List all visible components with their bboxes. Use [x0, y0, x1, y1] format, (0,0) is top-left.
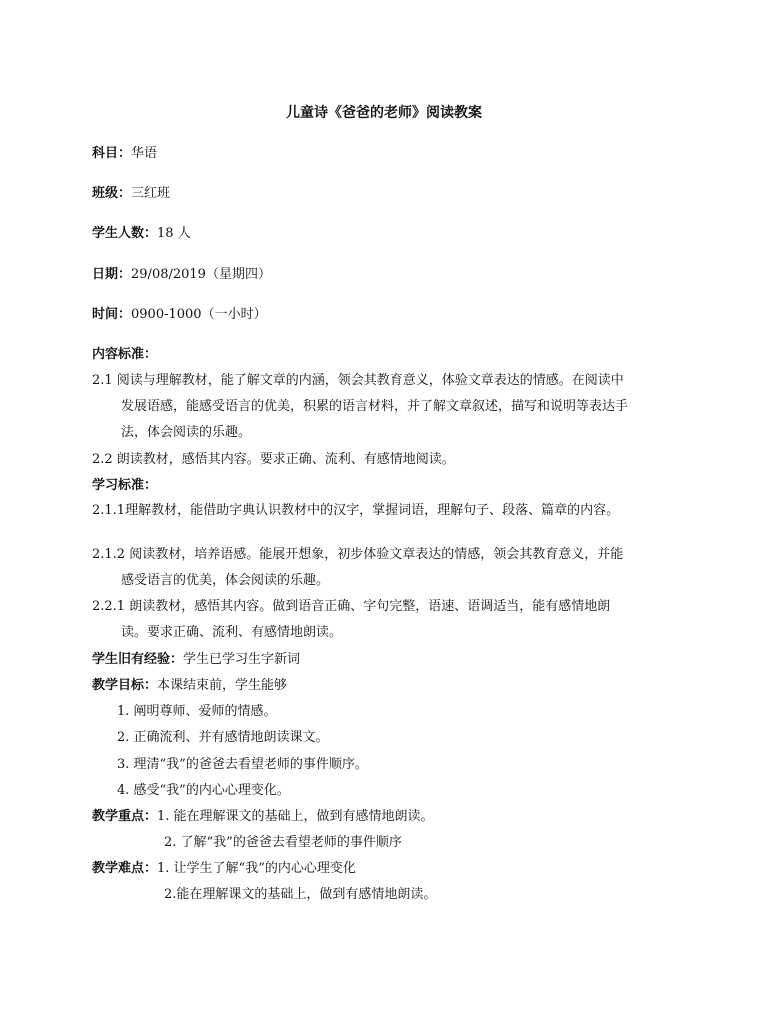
class-label: 班级：: [92, 186, 132, 201]
class-row: [92, 185, 170, 203]
key-points-item1: 1. 能在理解课文的基础上，做到有感情地朗读。: [157, 809, 434, 824]
subject-value: 华语: [131, 146, 158, 161]
difficulties-item2: 2.能在理解课文的基础上，做到有感情地朗读。: [164, 887, 437, 902]
key-points-item2: 2. 了解“我”的爸爸去看望老师的事件顺序: [164, 835, 402, 850]
students-label: 学生人数：: [92, 226, 158, 241]
time-value: 0900-1000（一小时）: [131, 307, 267, 322]
objectives-value: 本课结束前，学生能够: [157, 678, 288, 693]
difficulties-item1: 1. 让学生了解“我”的内心心理变化: [157, 861, 356, 876]
content-standard-heading: 内容标准：: [92, 347, 158, 362]
students-value: 18 人: [157, 226, 191, 241]
learning-standard-heading: 学习标准：: [92, 478, 158, 493]
date-value: 29/08/2019（星期四）: [131, 267, 271, 282]
difficulties-label: 教学难点：: [92, 861, 158, 876]
date-label: 日期：: [92, 267, 132, 282]
learning-standard-item3-line2: 读。要求正确、流利、有感情地朗读。: [121, 625, 343, 640]
content-standard-item2: 2.2 朗读教材，感悟其内容。要求正确、流利、有感情地阅读。: [92, 452, 455, 467]
content-standard-item1-line1: 2.1 阅读与理解教材，能了解文章的内涵，领会其教育意义，体验文章表达的情感。在阅读中: [92, 373, 624, 388]
objective-item: 2. 正确流利、并有感情地朗读课文。: [117, 730, 329, 745]
objective-item: 4. 感受“我”的内心心理变化。: [117, 783, 290, 798]
prior-knowledge-label: 学生旧有经验：: [92, 652, 184, 667]
objective-item: 3. 理清“我”的爸爸去看望老师的事件顺序。: [117, 757, 368, 772]
time-label: 时间：: [92, 307, 132, 322]
students-row: [92, 225, 191, 243]
content-standard-item1-line2: 发展语感，能感受语言的优美，积累的语言材料，并了解文章叙述，描写和说明等表达手: [121, 399, 629, 414]
objective-item: 1. 阐明尊师、爱师的情感。: [117, 704, 277, 719]
time-row: [92, 306, 267, 324]
subject-label: 科目：: [92, 146, 132, 161]
date-row: [92, 266, 271, 284]
learning-standard-item3-line1: 2.2.1 朗读教材，感悟其内容。做到语音正确、字句完整，语速、语调适当，能有感情地朗: [92, 599, 611, 614]
difficulties-row: [92, 860, 356, 878]
prior-knowledge-row: [92, 651, 300, 669]
learning-standard-item1: 2.1.1理解教材，能借助字典认识教材中的汉字，掌握词语，理解句子、段落、篇章的内容。: [92, 503, 620, 518]
subject-row: [92, 145, 157, 163]
class-value: 三红班: [131, 186, 171, 201]
objectives-label: 教学目标：: [92, 678, 158, 693]
prior-knowledge-value: 学生已学习生字新词: [183, 652, 301, 667]
key-points-label: 教学重点：: [92, 809, 158, 824]
objectives-row: [92, 677, 287, 695]
page-title: 儿童诗《爸爸的老师》阅读教案: [286, 105, 482, 121]
content-standard-item1-line3: 法，体会阅读的乐趣。: [121, 425, 252, 440]
learning-standard-item2-line1: 2.1.2 阅读教材，培养语感。能展开想象，初步体验文章表达的情感，领会其教育意义，并能: [92, 547, 624, 562]
learning-standard-item2-line2: 感受语言的优美，体会阅读的乐趣。: [121, 573, 330, 588]
key-points-row: [92, 808, 434, 826]
